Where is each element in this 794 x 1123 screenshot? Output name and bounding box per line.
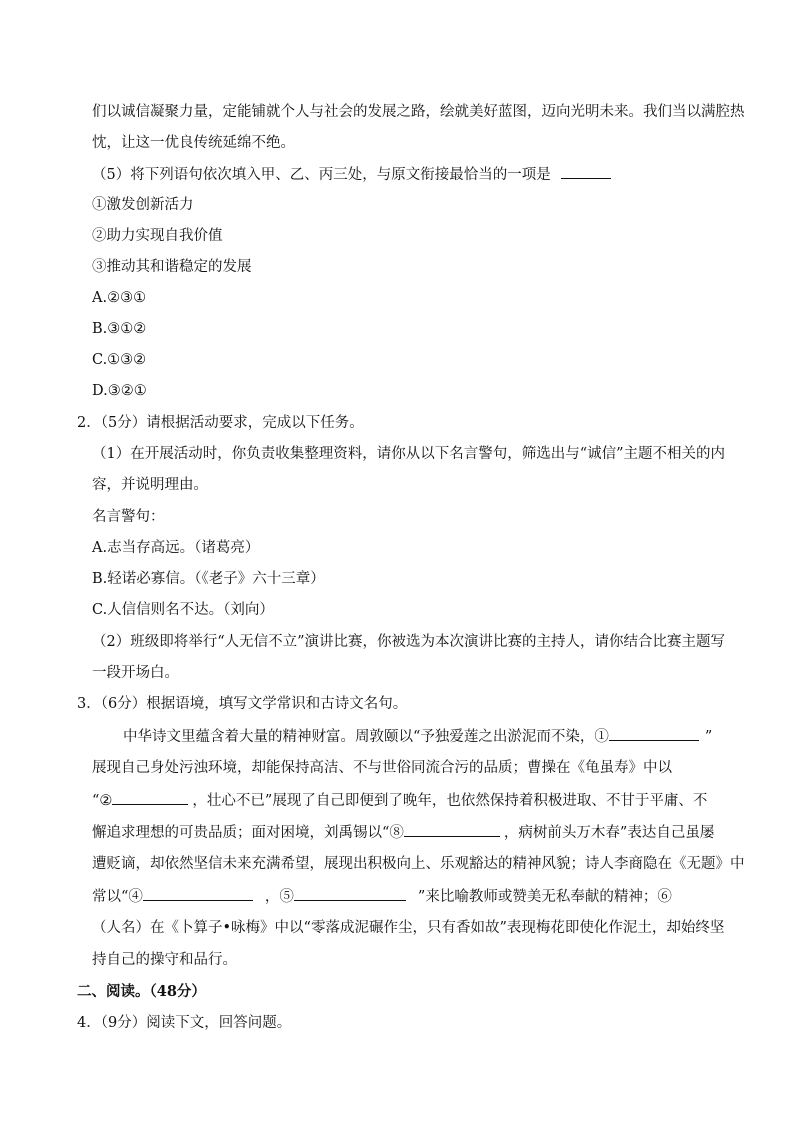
answer-blank-5[interactable] (294, 886, 406, 901)
question-3-line-4-rest: ，病树前头万木春”表达自己虽屡 (503, 825, 715, 841)
question-3-line-6-rest: ”来比喻教师或赞美无私奉献的精神；⑥ (417, 889, 672, 905)
option-b: B.③①② (92, 321, 147, 337)
question-3-line-1-text: 中华诗文里蕴含着大量的精神财富。周敦颐以“予独爱莲之出淤泥而不染，① (123, 729, 609, 745)
question-3-line-6 (92, 886, 672, 907)
question-3-line-2: 展现自己身处污浊环境，却能保持高洁、不与世俗同流合污的品质；曹操在《龟虽寿》中以 (92, 760, 672, 776)
question-3-line-3-start: “② (92, 793, 113, 809)
sentence-item-3: ③推动其和谐稳定的发展 (92, 259, 252, 275)
intro-line-1: 们以诚信凝聚力量，定能铺就个人与社会的发展之路，绘就美好蓝图，迈向光明未来。我们当以满腔热 (92, 104, 745, 120)
intro-line-2: 忱，让这一优良传统延绵不绝。 (92, 135, 295, 151)
question-3-line-1 (123, 726, 712, 747)
option-c: C.①③② (92, 352, 147, 368)
question-3-line-8: 持自己的操守和品行。 (92, 952, 237, 968)
question-3-line-5: 遭贬谪，却依然坚信未来充满希望，展现出积极向上、乐观豁达的精神风貌；诗人李商隐在《无题》中 (92, 856, 745, 872)
question-2-part-1-line-2: 容，并说明理由。 (92, 477, 208, 493)
question-3-line-6-start: 常以“④ (92, 889, 143, 905)
question-3-line-3 (92, 790, 707, 811)
question-1-5-stem (92, 164, 611, 185)
answer-blank-3[interactable] (404, 822, 500, 837)
quote-c: C.人信信则名不达。（刘向） (92, 602, 274, 618)
question-2-part-2-line-2: 一段开场白。 (92, 665, 179, 681)
question-3-line-3-rest: ，壮心不已”展现了自己即便到了晚年，也依然保持着积极进取、不甘于平庸、不 (192, 793, 708, 809)
option-a: A.②③① (92, 290, 147, 306)
section-2-heading: 二、阅读。（48分） (77, 983, 206, 1000)
answer-blank[interactable] (561, 164, 611, 179)
question-2-heading: 2．（5分）请根据活动要求，完成以下任务。 (77, 415, 364, 431)
option-d: D.③②① (92, 383, 147, 399)
question-2-part-2-line-1: （2）班级即将举行“人无信不立”演讲比赛，你被选为本次演讲比赛的主持人，请你结合比赛主题写 (92, 634, 726, 650)
quote-a: A.志当存高远。（诸葛亮） (92, 540, 260, 556)
question-3-line-4 (92, 822, 714, 843)
question-3-heading: 3．（6分）根据语境，填写文学常识和古诗文名句。 (77, 696, 408, 712)
quote-b: B.轻诺必寡信。（《老子》六十三章） (92, 571, 325, 587)
question-2-part-1-line-1: （1）在开展活动时，你负责收集整理资料，请你从以下名言警句，筛选出与“诚信”主题不相关的内 (92, 446, 726, 462)
question-1-5-stem-text: （5）将下列语句依次填入甲、乙、丙三处，与原文衔接最恰当的一项是 (92, 167, 551, 183)
answer-blank-4[interactable] (143, 886, 253, 901)
question-4-heading: 4．（9分）阅读下文，回答问题。 (77, 1015, 292, 1031)
sentence-item-1: ①激发创新活力 (92, 197, 194, 213)
question-3-line-6-mid: ，⑤ (264, 889, 294, 905)
question-3-line-7: （人名）在《卜算子•咏梅》中以“零落成泥碾作尘，只有香如故”表现梅花即使化作泥土，却始终坚 (92, 920, 725, 936)
answer-blank-1[interactable] (609, 726, 699, 741)
quotes-label: 名言警句： (92, 509, 165, 525)
answer-blank-2[interactable] (112, 790, 188, 805)
closing-quote: ” (704, 729, 713, 745)
sentence-item-2: ②助力实现自我价值 (92, 228, 223, 244)
question-3-line-4-start: 懈追求理想的可贵品质；面对困境，刘禹锡以“⑧ (92, 825, 404, 841)
